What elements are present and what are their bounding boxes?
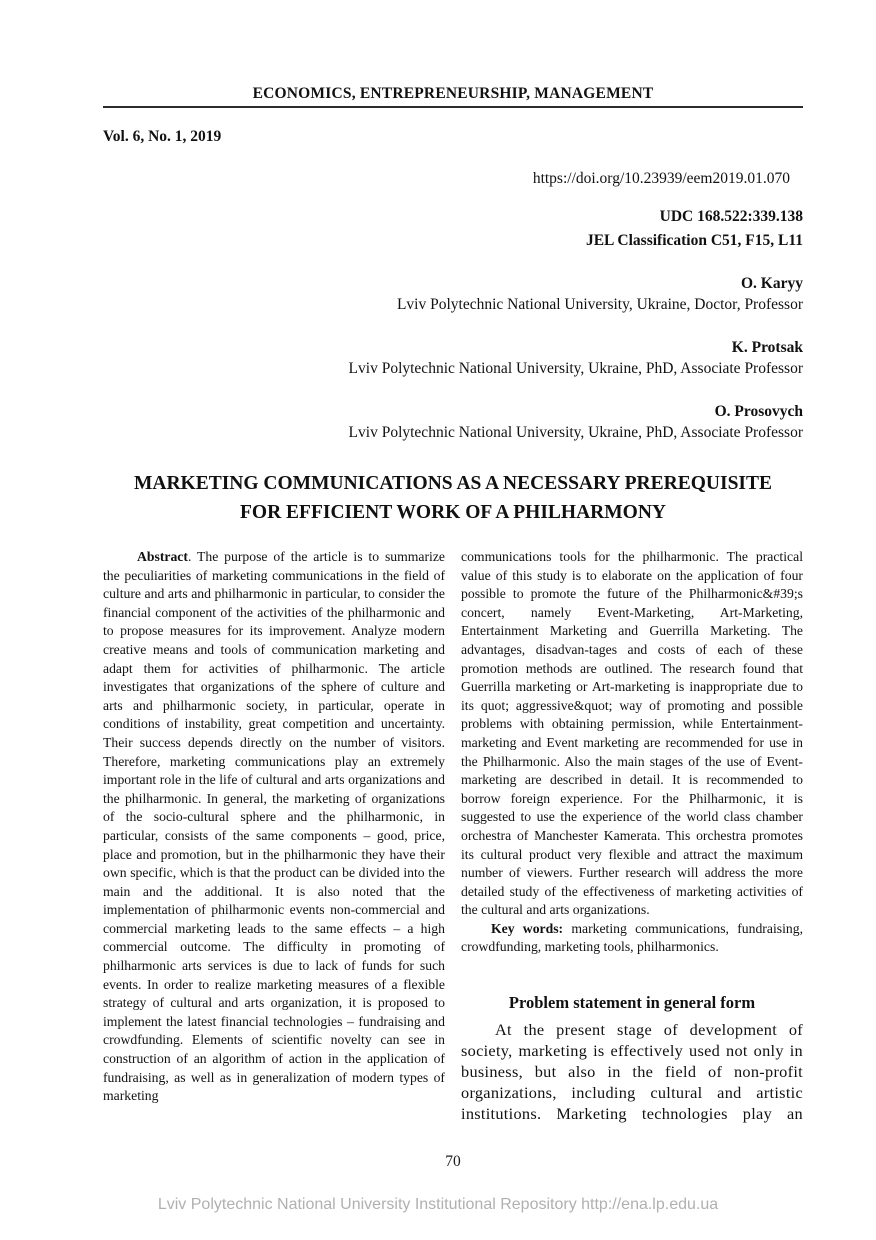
author-block — [103, 339, 803, 378]
abstract-continuation: communications tools for the philharmonic. The practical value of this study is to elaborate on the application of four possible to promote the future of the Philharmonic&#39;s concert, namely Event-Marketing, Art-Marketing, Entertainment Marketing and Guerrilla Marketing. The advantages, disadvan-tages and costs of each of these promotion methods are outlined. The research found that Guerrilla marketing or Art-marketing is inappropriate due to its quot; aggressive&quot; way of promoting and possible problems with obtaining permission, while Entertainment-marketing and Event marketing are recommended for use in the Philharmonic. Also the main stages of the use of Event-marketing are described in detail. It is recommended to borrow foreign experience. For the Philharmonic, it is suggested to use the experience of the world class chamber orchestra of Manchester Kamerata. This orchestra promotes its cultural product very flexible and attract the maximum number of viewers. Further research will address the more detailed study of the effectiveness of marketing activities of the cultural and arts organizations. — [461, 549, 803, 918]
abstract-columns — [103, 548, 803, 1124]
volume-issue: Vol. 6, No. 1, 2019 — [103, 128, 222, 145]
body-paragraph: At the present stage of development of society, marketing is effectively used not only in business, but also in the field of non-profit organizations, including cultural and artistic institutions. Marketing technologies play an — [461, 1019, 803, 1123]
article-title — [103, 469, 803, 527]
header-divider — [103, 106, 803, 108]
author-name: O. Prosovych — [714, 403, 803, 420]
abstract-column-left — [103, 548, 445, 1124]
author-name: O. Karyy — [741, 275, 803, 292]
abstract-label: Abstract — [137, 549, 188, 564]
author-block — [103, 275, 803, 314]
section-heading: Problem statement in general form — [508, 993, 756, 1013]
abstract-paragraph — [103, 548, 445, 1106]
repository-footer-link[interactable]: Lviv Polytechnic National University Institutional Repository http://ena.lp.edu.ua — [157, 1196, 719, 1213]
page-number: 70 — [445, 1153, 461, 1170]
abstract-column-right — [461, 548, 803, 1124]
abstract-text-left: . The purpose of the article is to summarize the peculiarities of marketing communications in the field of culture and arts and philharmonic in particular, to consider the financial component of the activities of the philharmonic and to propose measures for its improvement. Analyze modern creative means and tools of communication marketing and adapt them for activities of philharmonic. The article investigates that organizations of the sphere of culture and arts and philharmonic society, in particular, operate in conditions of instability, great competition and uncertainty. Their success depends directly on the number of visitors. Therefore, marketing communications play an extremely important role in the life of cultural and arts organizations and the philharmonic. In general, the marketing of organizations of the socio-cultural sphere and the philharmonic, in particular, consists of the same components – good, price, place and promotion, but in the philharmonic they have their own specific, which is that the product can be divided into the main and the additional. It is also noted that the implementation of philharmonic events non-commercial and commercial marketing leads to the same effects – a high commercial outcome. The difficulty in promoting of philharmonic arts services is due to lack of funds for such events. In order to realize marketing measures of a flexible strategy of cultural and arts organization, it is proposed to implement the latest financial technologies – fundraising and crowdfunding. Elements of scientific novelty can see in construction of an algorithm of action in the application of fundraising, as well as in generalization of modern types of marketing — [103, 549, 445, 1104]
keywords-paragraph — [461, 920, 803, 957]
article-title-line-1: MARKETING COMMUNICATIONS AS A NECESSARY PREREQUISITE — [133, 473, 773, 494]
udc-code: UDC 168.522:339.138 — [659, 208, 803, 225]
author-affiliation: Lviv Polytechnic National University, Ukraine, PhD, Associate Professor — [348, 424, 803, 441]
article-title-line-2: FOR EFFICIENT WORK OF A PHILHARMONY — [240, 502, 666, 523]
document-page — [103, 0, 803, 1124]
keywords-label: Key words: — [491, 920, 564, 936]
doi-link[interactable]: https://doi.org/10.23939/eem2019.01.070 — [532, 170, 790, 187]
author-name: K. Protsak — [731, 339, 803, 356]
author-affiliation: Lviv Polytechnic National University, Ukraine, PhD, Associate Professor — [348, 360, 803, 377]
keywords-text: marketing communications, fundraising, crowdfunding, marketing tools, philharmonics. — [461, 920, 803, 955]
author-affiliation: Lviv Polytechnic National University, Ukraine, Doctor, Professor — [396, 296, 803, 313]
journal-title: ECONOMICS, ENTREPRENEURSHIP, MANAGEMENT — [252, 85, 654, 102]
author-block — [103, 403, 803, 442]
jel-classification: JEL Classification C51, F15, L11 — [585, 232, 803, 249]
